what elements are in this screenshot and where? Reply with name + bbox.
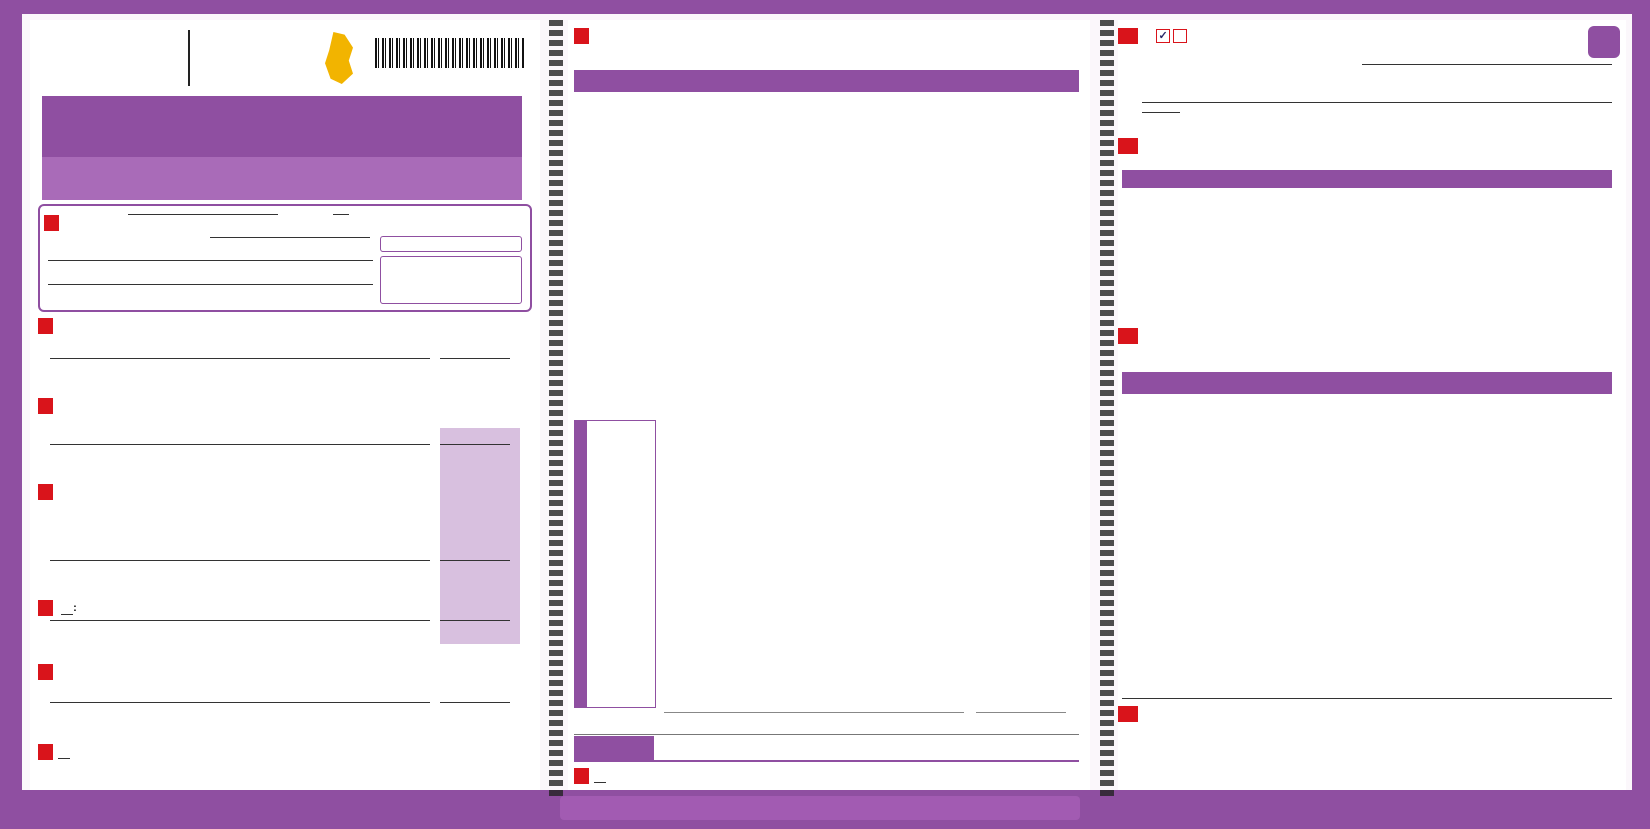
coalitions-band [575,421,587,707]
protesta-boxes [1124,742,1614,760]
section-8-header [574,28,1079,44]
reps-header [1122,372,1612,394]
no-checkbox[interactable] [1173,29,1187,43]
mesa-header [1122,170,1612,188]
section-number [38,664,53,680]
right-panel [1118,20,1626,790]
right-border [1632,0,1650,829]
total-row [574,736,1079,762]
section-4 [38,484,433,500]
votos-nulos-letra [664,712,964,713]
protesta-line [1122,698,1612,699]
address-line-1 [210,237,370,238]
section-11-header [1118,138,1618,154]
section-6 [38,664,433,683]
votos-urna-letra [50,702,430,703]
section-13-header [1118,706,1618,722]
address-line-3 [48,284,373,285]
section-5: : [38,600,77,616]
section-number [574,28,589,44]
election-title [42,96,522,157]
column-divider-1 [549,20,563,800]
personas-votaron-letra [50,444,430,445]
section-3 [38,398,433,414]
personas-votaron-numero [440,444,510,445]
suma-numero [440,620,510,621]
municipio-value [128,214,278,215]
representantes-votaron-letra [50,560,430,561]
tipo-casilla-value [380,256,522,304]
top-border [0,0,1650,14]
incidente-line-2 [1142,90,1612,103]
section-number [38,318,53,334]
section-number [1118,328,1138,344]
section-number [574,768,589,784]
page-badge [1588,26,1620,58]
boletas-sobrantes-numero [440,358,510,359]
hojas-row [1142,104,1612,117]
section-10 [1118,28,1518,44]
votos-nulos-row [574,708,1079,735]
incidente-text [1362,64,1612,65]
section-number [38,398,53,414]
section-2 [38,318,528,334]
column-divider-2 [1100,20,1114,800]
number-column-band [440,428,520,644]
section-number [38,600,53,616]
section-number [44,215,59,231]
section-1 [38,204,532,312]
hojas-number [1142,112,1180,113]
address-line-2 [48,260,373,261]
section-7 [38,744,478,760]
left-panel [30,20,540,790]
ref-apartado [64,746,70,759]
votos-urna-numero [440,702,510,703]
results-header [574,70,1079,92]
coalitions-column [574,420,656,708]
ref-apartado [600,770,606,783]
suma-letra [50,620,430,621]
process-banner [42,157,522,200]
section-9 [574,768,1044,784]
section-number [38,744,53,760]
middle-panel [568,20,1090,790]
municipio-row [44,215,64,231]
section-number [1118,706,1138,722]
ref-apartado [67,602,73,615]
votos-nulos-numero [976,712,1066,713]
section-12-header [1118,328,1618,344]
nuevo-leon-map-icon [325,32,353,84]
section-number [38,484,53,500]
total-label [574,736,654,760]
representantes-votaron-numero [440,560,510,561]
tipo-casilla-label [380,236,522,252]
barcode [375,38,525,68]
boletas-sobrantes-letra [50,358,430,359]
si-checkbox[interactable]: ✓ [1156,29,1170,43]
header-separator [188,30,190,86]
section-number [1118,28,1138,44]
distrito-value [333,214,349,215]
bottom-banner [560,796,1080,820]
section-number [1118,138,1138,154]
left-border [0,0,22,829]
